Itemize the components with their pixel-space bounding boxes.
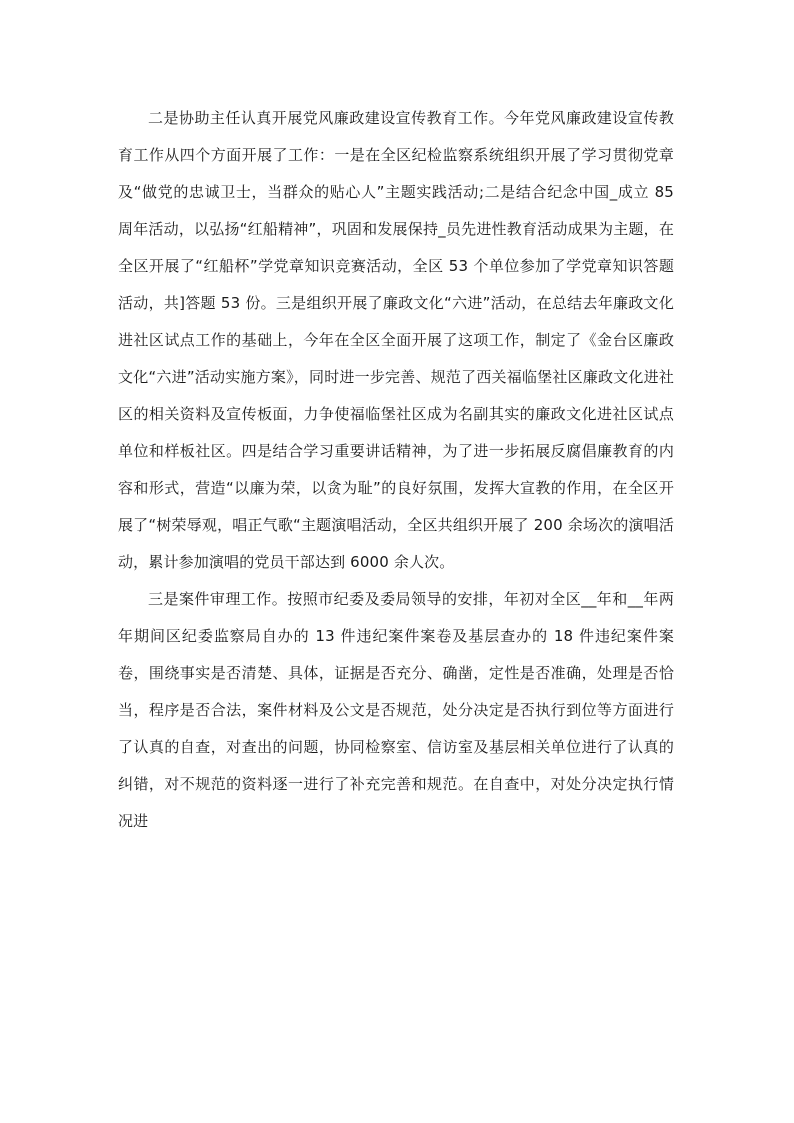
paragraph-propaganda-education: 二是协助主任认真开展党风廉政建设宣传教育工作。今年党风廉政建设宣传教育工作从四个方面开展了工作：一是在全区纪检监察系统组织开展了学习贯彻党章及“做党的忠诚卫士，当群众的贴心人”主题实践活动;二是结合纪念中国_成立 85 周年活动，以弘扬“红船精神”，巩固和发展保持_员先进性教育活动成果为主题，在全区开展了“红船杯”学党章知识竞赛活动，全区 53 个单位参加了学党章知识答题活动，共]答题 53 份。三是组织开展了廉政文化“六进”活动，在总结去年廉政文化进社区试点工作的基础上，今年在全区全面开展了这项工作，制定了《金台区廉政文化“六进”活动实施方案》，同时进一步完善、规范了西关福临堡社区廉政文化进社区的相关资料及宣传板面，力争使福临堡社区成为名副其实的廉政文化进社区试点单位和样板社区。四是结合学习重要讲话精神，为了进一步拓展反腐倡廉教育的内容和形式，营造“以廉为荣，以贪为耻”的良好氛围，发挥大宣教的作用，在全区开展了“树荣辱观，唱正气歌“主题演唱活动，全区共组织开展了 200 余场次的演唱活动，累计参加演唱的党员干部达到 6000 余人次。 xyxy=(118,109,674,571)
paragraph-case-review: 三是案件审理工作。按照市纪委及委局领导的安排，年初对全区__年和__年两年期间区纪委监察局自办的 13 件违纪案件案卷及基层查办的 18 件违纪案件案卷，围绕事实是否清楚、具体，证据是否充分、确凿，定性是否准确，处理是否恰当，程序是否合法，案件材料及公文是否规范，处分决定是否执行到位等方面进行了认真的自查，对查出的问题，协同检察室、信访室及基层相关单位进行了认真的纠错，对不规范的资料逐一进行了补充完善和规范。在自查中，对处分决定执行情况进 xyxy=(118,590,674,830)
document-body xyxy=(118,100,674,840)
